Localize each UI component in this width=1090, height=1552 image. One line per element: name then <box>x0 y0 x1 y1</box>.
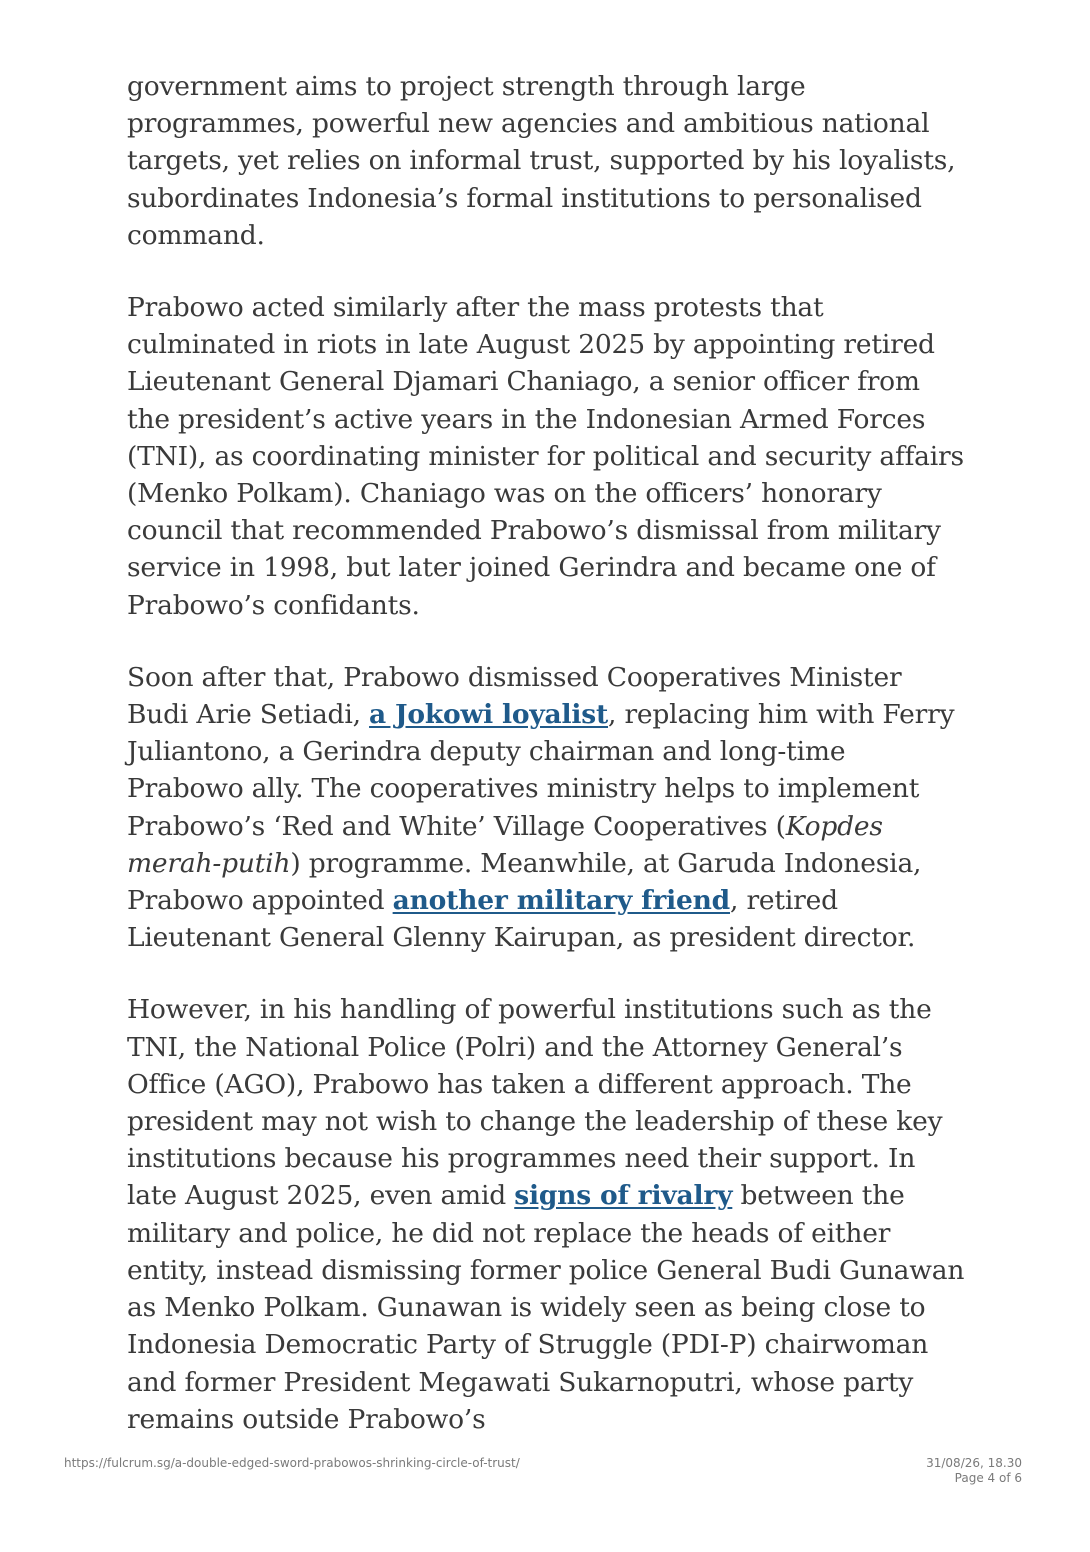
footer-meta <box>926 1456 1022 1486</box>
paragraph-3-text-2: , replacing him with Ferry Juliantono, a Gerindra deputy chairman and long-time Prabowo ally. The cooperatives ministry helps to implement Prabowo’s ‘Red and White’ Village Cooperatives ( <box>127 699 955 842</box>
paragraph-2 <box>127 289 967 624</box>
paragraph-3-text-1: Soon after that, Prabowo dismissed Cooperatives Minister Budi Arie Setiadi, <box>127 661 902 731</box>
paragraph-3-italic-term: Kopdes merah-putih <box>127 810 883 879</box>
link-jokowi-loyalist[interactable]: a Jokowi loyalist <box>369 699 609 731</box>
paragraph-3-text-3: ) programme. Meanwhile, at Garuda Indonesia, Prabowo appointed <box>127 847 922 917</box>
paragraph-3 <box>127 659 967 957</box>
paragraph-3-text-4: , retired Lieutenant General Glenny Kairupan, as president director. <box>127 885 916 954</box>
paragraph-1-text: government aims to project strength through large programmes, powerful new agencies and ambitious national targets, yet relies on informal trust, supported by his loyalists, subordinates Indonesia’s formal institutions to personalised command. <box>127 71 956 251</box>
link-another-military-friend[interactable]: another military friend <box>392 885 731 917</box>
footer-page-number: Page 4 of 6 <box>954 1471 1022 1485</box>
paragraph-4 <box>127 991 967 1437</box>
article-body <box>127 68 967 1473</box>
paragraph-4-text-1: However, in his handling of powerful institutions such as the TNI, the National Police (Polri) and the Attorney General’s Office (AGO), Prabowo has taken a different approach. The president may not wish to change the leadership of these key institutions because his programmes need their support. In late August 2025, even amid <box>127 994 943 1212</box>
paragraph-2-text: Prabowo acted similarly after the mass protests that culminated in riots in late August 2025 by appointing retired Lieutenant General Djamari Chaniago, a senior officer from the president’s active years in the Indonesian Armed Forces (TNI), as coordinating minister for political and security affairs (Menko Polkam). Chaniago was on the officers’ honorary council that recommended Prabowo’s dismissal from military service in 1998, but later joined Gerindra and became one of Prabowo’s confidants. <box>127 292 964 621</box>
footer-url: https://fulcrum.sg/a-double-edged-sword-prabowos-shrinking-circle-of-trust/ <box>64 1456 520 1470</box>
paragraph-1 <box>127 68 967 254</box>
paragraph-4-text-2: between the military and police, he did not replace the heads of either entity, instead dismissing former police General Budi Gunawan as Menko Polkam. Gunawan is widely seen as being close to Indonesia Democratic Party of Struggle (PDI-P) chairwoman and former President Megawati Sukarnoputri, whose party remains outside Prabowo’s <box>127 1180 965 1435</box>
footer-datetime: 31/08/26, 18.30 <box>926 1456 1022 1470</box>
link-signs-of-rivalry[interactable]: signs of rivalry <box>514 1180 733 1212</box>
